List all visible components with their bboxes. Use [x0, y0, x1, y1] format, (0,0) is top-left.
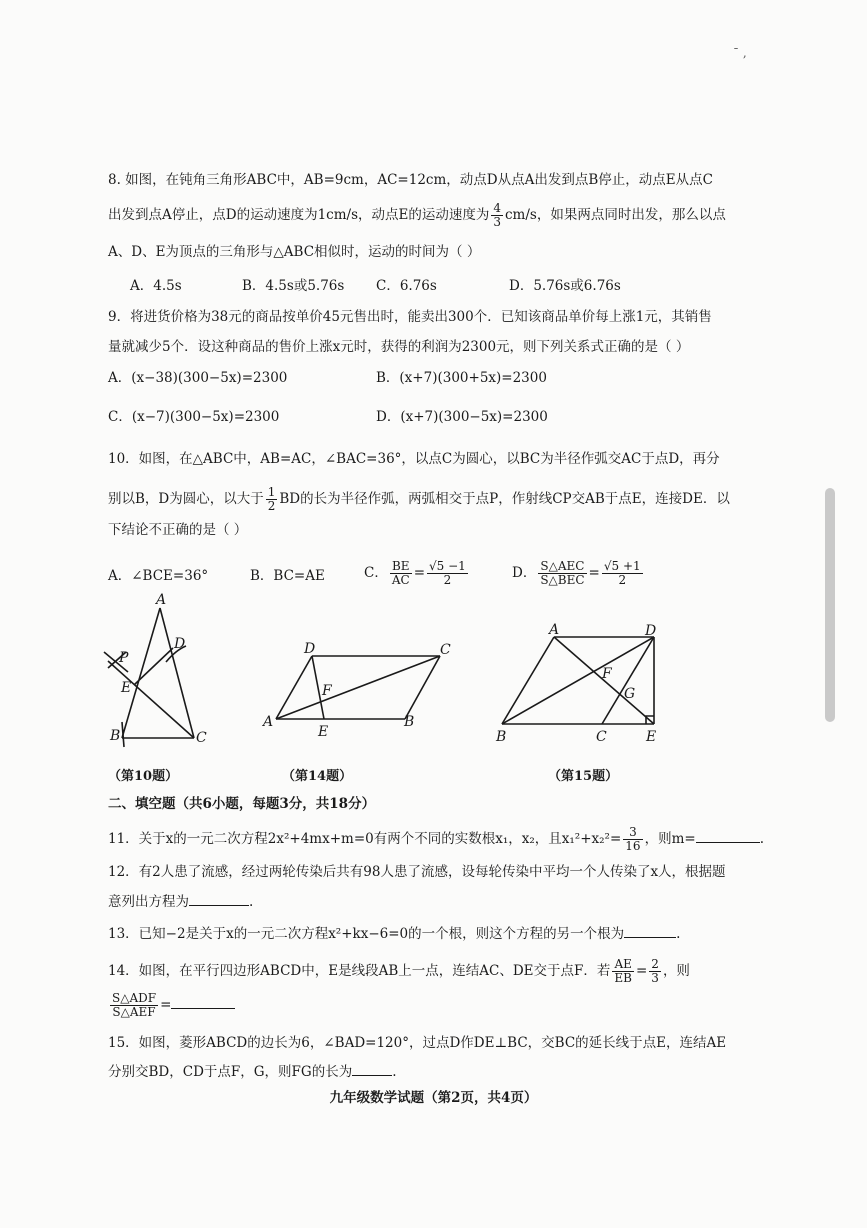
- q10-line2: 别以B，D为圆心，以大于 $\frac{1}{2}$ BD的长为半径作弧，两弧相交于点P，作射线CP交AB于点E，连接DE．以: [108, 485, 730, 513]
- section-title-fill-in: 二、填空题（共6小题，每题3分，共18分）: [108, 796, 376, 812]
- q14-area-ratio: $\frac{\text{S△ADF}}{\text{S△AEF}}$: [112, 991, 157, 1019]
- figure-14-caption: （第14题）: [282, 769, 353, 784]
- f15-label-e: E: [646, 729, 657, 745]
- f10-label-a: A: [156, 592, 167, 608]
- q13-answer-blank: [624, 923, 676, 938]
- q9-line2: 量就减少5个．设这种商品的售价上涨x元时，获得的利润为2300元，则下列关系式正确的是（ ）: [108, 339, 690, 355]
- q10-option-b: B．BC=AE: [250, 568, 325, 584]
- q10-line1: 10．如图，在△ABC中，AB=AC，∠BAC=36°，以点C为圆心，以BC为半径作弧交AC于点D，再分: [108, 451, 720, 467]
- q15-line1: 15．如图，菱形ABCD的边长为6，∠BAD=120°，过点D作DE⊥BC，交BC的延长线于点E，连结AE: [108, 1035, 727, 1051]
- q8-option-d: D．5.76s或6.76s: [509, 278, 621, 294]
- f10-label-e: E: [121, 680, 132, 696]
- q10-option-c: C． $\frac{BE}{AC}$ = $\frac{√5 -1}{2}$: [364, 559, 466, 587]
- q12-answer-blank: [189, 891, 249, 906]
- q13-line: 13．已知−2是关于x的一元二次方程x²+kx−6=0的一个根，则这个方程的另一个根为 .: [108, 923, 680, 944]
- f15-label-d: D: [645, 623, 657, 639]
- figure-14: [276, 656, 440, 719]
- q9-option-a: A．(x−38)(300−5x)=2300: [108, 370, 288, 386]
- q9-option-c: C．(x−7)(300−5x)=2300: [108, 409, 280, 425]
- f15-label-g: G: [624, 686, 636, 702]
- figure-15-caption: （第15题）: [548, 769, 619, 784]
- q12-line1: 12．有2人患了流感，经过两轮传染后共有98人患了流感，设每轮传染中平均一个人传染了x人，根据题: [108, 864, 726, 880]
- q11-line: 11．关于x的一元二次方程2x²+4mx+m=0有两个不同的实数根x₁，x₂，且x₁²+x₂²= $\frac{3}{16}$ ，则m= .: [108, 825, 764, 853]
- vertical-scrollbar[interactable]: [825, 488, 835, 722]
- q9-option-b: B．(x+7)(300+5x)=2300: [376, 370, 547, 386]
- q9-option-d: D．(x+7)(300−5x)=2300: [376, 409, 548, 425]
- q8-line2: 出发到点A停止，点D的运动速度为1cm/s，动点E的运动速度为 $\frac{4}{3}$ cm/s，如果两点同时出发，那么以点: [108, 201, 726, 229]
- f10-label-d: D: [174, 636, 186, 652]
- figure-15: [502, 637, 654, 724]
- f15-label-f: F: [602, 666, 612, 682]
- q10-line3: 下结论不正确的是（ ）: [108, 522, 248, 538]
- q15-answer-blank: [352, 1061, 392, 1076]
- f14-label-a: A: [263, 714, 274, 730]
- q8-speed-fraction: $\frac{4}{3}$: [493, 201, 501, 229]
- f14-label-b: B: [404, 714, 415, 730]
- f10-label-b: B: [110, 728, 121, 744]
- q9-line1: 9．将进货价格为38元的商品按单价45元售出时，能卖出300个．已知该商品单价每上涨1元，其销售: [108, 309, 712, 325]
- q8-line1: 8. 如图，在钝角三角形ABC中，AB=9cm，AC=12cm，动点D从点A出发到点B停止，动点E从点C: [108, 172, 713, 188]
- f14-label-f: F: [322, 683, 332, 699]
- q14-line2: $\frac{\text{S△ADF}}{\text{S△AEF}}$ =: [108, 992, 235, 1019]
- f15-label-c: C: [596, 729, 607, 745]
- f10-label-c: C: [196, 730, 207, 746]
- f10-label-p: P: [119, 650, 129, 666]
- f14-label-d: D: [304, 641, 316, 657]
- figure-10-caption: （第10题）: [108, 769, 179, 784]
- q8-option-c: C．6.76s: [376, 278, 437, 294]
- q10-option-d: D． $\frac{\text{S△AEC}}{\text{S△BEC}}$ = $\frac{√5 +1}{2}$: [512, 559, 641, 587]
- f15-label-a: A: [549, 622, 560, 638]
- q14-answer-blank: [171, 994, 235, 1009]
- corner-mark: ˉ ,: [733, 46, 747, 60]
- q14-line1: 14．如图，在平行四边形ABCD中，E是线段AB上一点，连结AC、DE交于点F．若 $\frac{AE}{EB}$ = $\frac{2}{3}$ ，则: [108, 957, 690, 985]
- q8-option-b: B．4.5s或5.76s: [242, 278, 345, 294]
- f14-label-e: E: [318, 724, 329, 740]
- q11-fraction: $\frac{3}{16}$: [625, 825, 641, 853]
- q8-option-a: A．4.5s: [130, 278, 182, 294]
- q10-option-a: A．∠BCE=36°: [108, 568, 209, 584]
- f15-label-b: B: [496, 729, 507, 745]
- f14-label-c: C: [440, 642, 451, 658]
- q12-line2: 意列出方程为 .: [108, 891, 253, 912]
- q8-line3: A、D、E为顶点的三角形与△ABC相似时，运动的时间为（ ）: [108, 244, 481, 260]
- q15-line2: 分别交BD，CD于点F，G，则FG的长为 .: [108, 1061, 397, 1082]
- q11-answer-blank: [696, 828, 760, 843]
- page-footer: 九年级数学试题（第2页，共4页）: [329, 1090, 538, 1106]
- figure-10: [104, 608, 194, 747]
- q10-half-fraction: $\frac{1}{2}$: [267, 485, 276, 513]
